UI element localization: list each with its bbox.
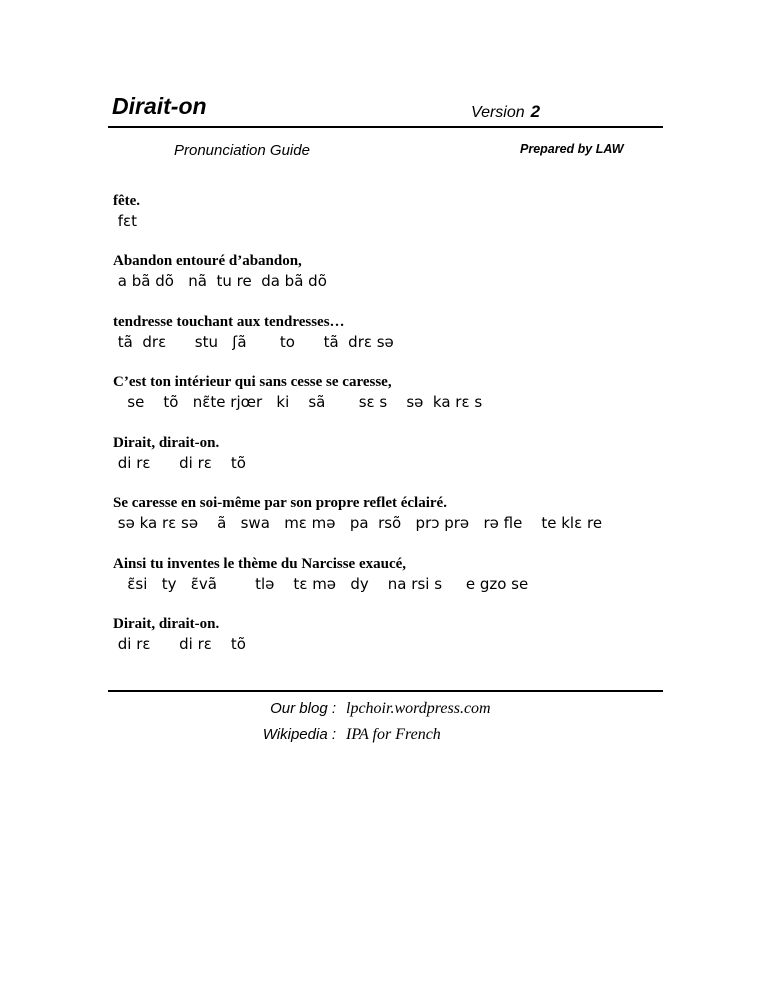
ipa-line: a bã dõ nã tu re da bã dõ [113, 272, 327, 290]
ipa-line: tã drɛ stu ʃã to tã drɛ sə [113, 333, 394, 351]
ipa-line: sə ka rɛ sə ã swa mɛ mə pa rsõ prɔ prə rə fle te klɛ re [113, 514, 603, 532]
verse-1 [113, 192, 673, 231]
verse-7 [113, 555, 673, 594]
ipa-line: ɛ̃si ty ɛ̃vã tlə tɛ mə dy na rsi s e gzo se [113, 575, 529, 593]
verse-2 [113, 252, 673, 291]
ipa-line: di rɛ di rɛ tõ [113, 454, 246, 472]
wiki-link[interactable]: IPA for French [346, 726, 441, 743]
verse-8 [113, 615, 673, 654]
lyric-line: Se caresse en soi-même par son propre reflet éclairé. [113, 495, 447, 511]
lyric-line: Dirait, dirait-on. [113, 435, 220, 451]
verse-5 [113, 434, 673, 473]
version-info [471, 102, 540, 122]
lyric-line: Abandon entouré d’abandon, [113, 253, 302, 269]
lyric-line: tendresse touchant aux tendresses… [113, 314, 345, 330]
prepared-by: Prepared by LAW [520, 142, 624, 156]
header-divider [108, 126, 663, 128]
lyric-line: fête. [113, 193, 141, 209]
lyric-line: Ainsi tu inventes le thème du Narcisse exaucé, [113, 556, 407, 572]
lyric-line: Dirait, dirait-on. [113, 616, 220, 632]
version-label: Version [471, 104, 525, 121]
lyric-line: C’est ton intérieur qui sans cesse se caresse, [113, 374, 392, 390]
verse-4 [113, 373, 673, 412]
footer-blog-row [200, 700, 600, 722]
verse-3 [113, 313, 673, 352]
ipa-line: fɛt [113, 212, 138, 230]
ipa-line: se tõ nɛ̃te rjœr ki sã sɛ s sə ka rɛ s [113, 393, 483, 411]
ipa-line: di rɛ di rɛ tõ [113, 635, 246, 653]
wiki-label: Wikipedia : [262, 726, 336, 743]
verse-6 [113, 494, 673, 533]
version-number: 2 [530, 102, 541, 121]
song-title: Dirait-on [112, 93, 207, 119]
blog-link[interactable]: lpchoir.wordpress.com [346, 700, 491, 717]
blog-label: Our blog : [270, 700, 336, 717]
footer-wiki-row [200, 726, 600, 748]
guide-subtitle: Pronunciation Guide [174, 142, 310, 159]
footer-divider [108, 690, 663, 692]
